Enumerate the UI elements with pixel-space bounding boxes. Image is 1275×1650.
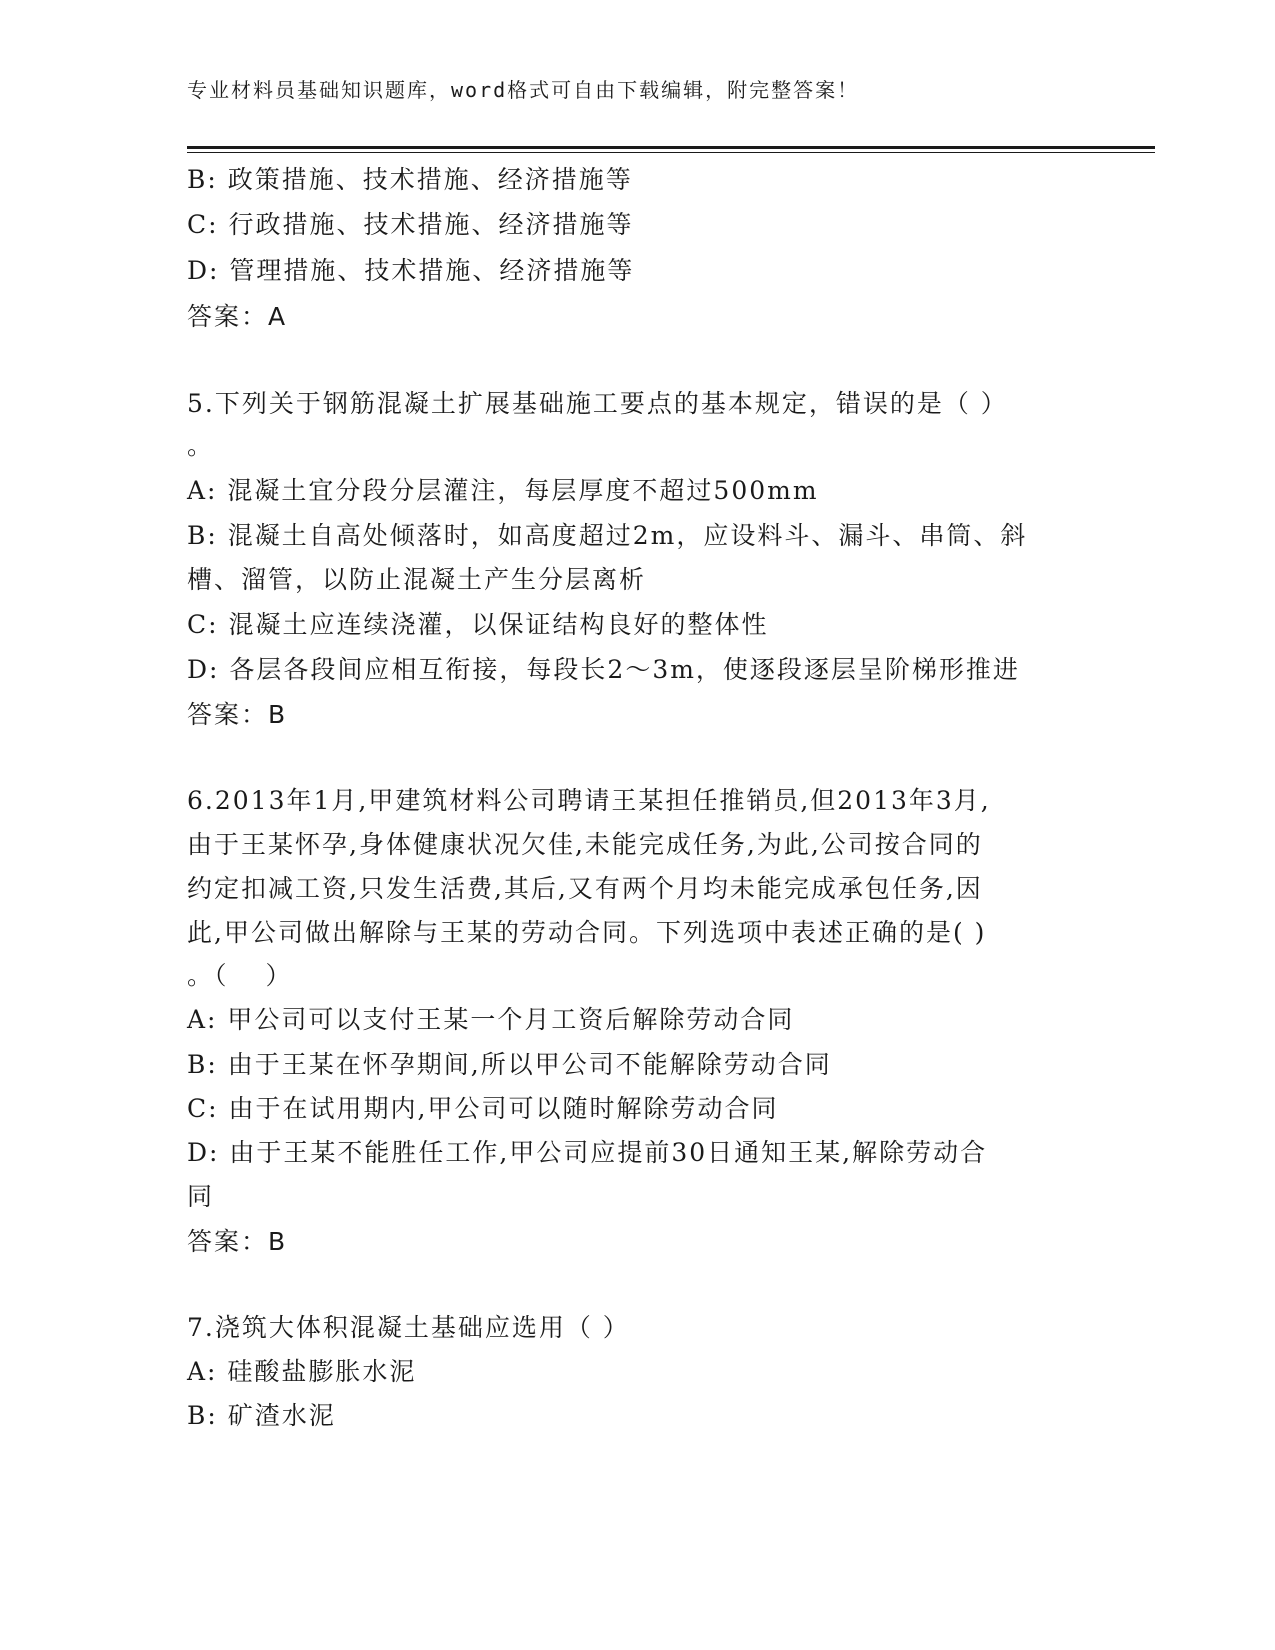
option-line: A: 混凝土宜分段分层灌注，每层厚度不超过500mm [187,476,819,505]
option-line: D: 管理措施、技术措施、经济措施等 [187,256,635,285]
option-line: A: 硅酸盐膨胀水泥 [187,1357,417,1386]
option-line: A: 甲公司可以支付王某一个月工资后解除劳动合同 [187,1005,795,1034]
answer-line: 答案：B [187,1227,288,1256]
option-line: 槽、溜管，以防止混凝土产生分层离析 [187,565,647,594]
header-divider-thick [187,146,1155,149]
option-line: B: 矿渣水泥 [187,1401,336,1430]
answer-line: 答案：A [187,302,288,331]
question-line: 此,甲公司做出解除与王某的劳动合同。下列选项中表述正确的是( ) [187,918,987,947]
question-line: 7.浇筑大体积混凝土基础应选用（ ） [187,1313,630,1342]
option-line: 同 [187,1182,215,1211]
option-line: D: 各层各段间应相互衔接，每段长2～3m，使逐段逐层呈阶梯形推进 [187,655,1020,684]
document-header: 专业材料员基础知识题库，word格式可自由下载编辑，附完整答案！ [187,78,860,102]
answer-line: 答案：B [187,700,288,729]
question-line: 由于王某怀孕,身体健康状况欠佳,未能完成任务,为此,公司按合同的 [187,830,983,859]
option-line: C: 由于在试用期内,甲公司可以随时解除劳动合同 [187,1094,779,1123]
option-line: C: 混凝土应连续浇灌，以保证结构良好的整体性 [187,610,769,639]
option-line: B: 由于王某在怀孕期间,所以甲公司不能解除劳动合同 [187,1050,832,1079]
option-line: B: 混凝土自高处倾落时，如高度超过2m，应设料斗、漏斗、串筒、斜 [187,521,1028,550]
question-line: 6.2013年1月,甲建筑材料公司聘请王某担任推销员,但2013年3月, [187,786,991,815]
option-line: B: 政策措施、技术措施、经济措施等 [187,165,633,194]
option-line: D: 由于王某不能胜任工作,甲公司应提前30日通知王某,解除劳动合 [187,1138,988,1167]
question-line: 。（ ） [187,961,293,990]
option-line: C: 行政措施、技术措施、经济措施等 [187,210,634,239]
question-line: 5.下列关于钢筋混凝土扩展基础施工要点的基本规定，错误的是（ ） [187,389,1008,418]
question-line: 。 [187,431,215,460]
question-line: 约定扣减工资,只发生活费,其后,又有两个月均未能完成承包任务,因 [187,874,983,903]
header-divider-thin [187,152,1155,153]
